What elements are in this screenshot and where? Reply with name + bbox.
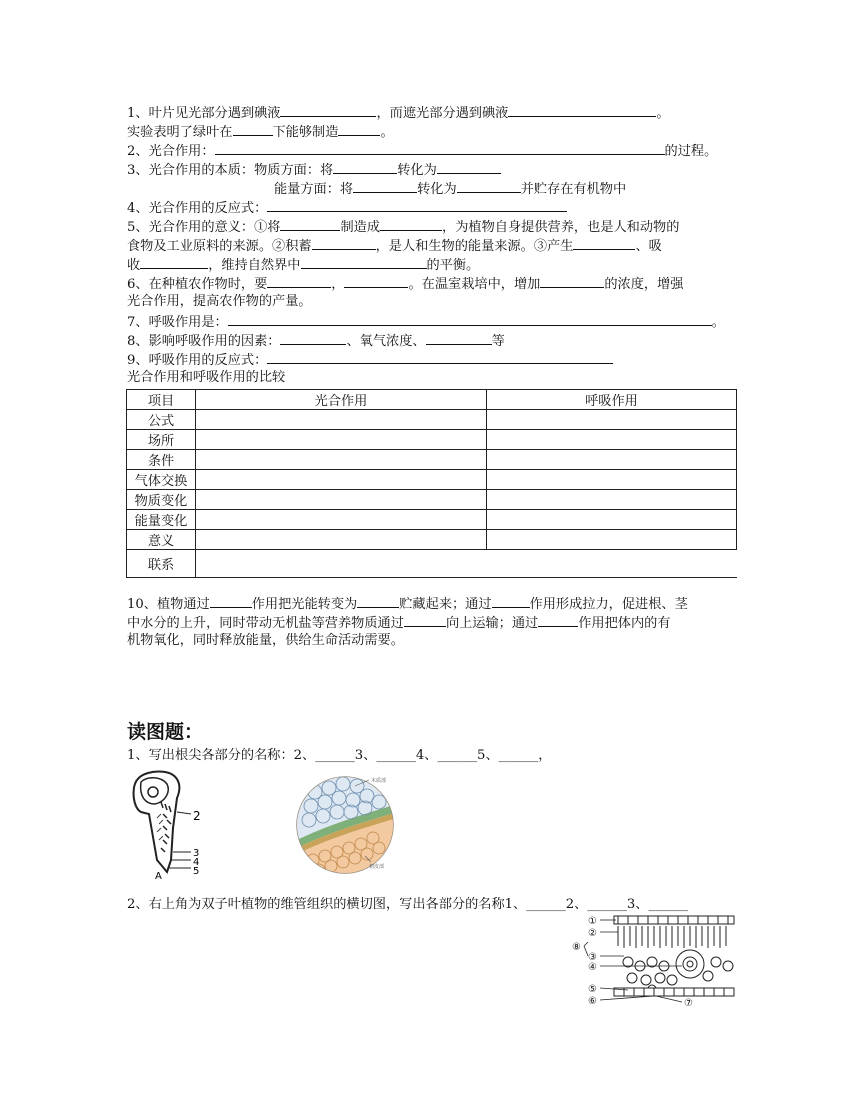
table-header-row <box>127 390 737 410</box>
answer-blank[interactable] <box>338 122 380 136</box>
leaf-label-6: ⑥ <box>588 996 597 1007</box>
leaf-label-4: ④ <box>588 962 597 973</box>
answer-cell[interactable] <box>196 510 487 530</box>
q5-text-g: 收 <box>127 258 141 273</box>
answer-blank[interactable] <box>210 594 252 608</box>
q1-text-f: 。 <box>380 125 394 140</box>
q5-text-i: 的平衡。 <box>426 258 480 273</box>
q5-text-c: ，为植物自身提供营养，也是人和动物的 <box>442 220 680 235</box>
answer-blank[interactable] <box>280 103 376 117</box>
q6-text-d: 的浓度，增强 <box>604 277 684 292</box>
q10-text-f: 向上运输；通过 <box>445 616 539 631</box>
q5-text-b: 制造成 <box>340 220 381 235</box>
answer-cell[interactable] <box>487 450 737 470</box>
q4-text: 4、光合作用的反应式： <box>127 201 268 216</box>
question-6-line-2 <box>127 293 312 311</box>
q1-text-d: 实验表明了绿叶在 <box>127 125 233 140</box>
q3-text-e: 并贮存在有机物中 <box>520 182 627 197</box>
row-label: 条件 <box>127 450 196 470</box>
answer-blank[interactable] <box>267 350 613 364</box>
header-photosynthesis: 光合作用 <box>196 390 487 410</box>
question-5-line-3 <box>127 255 479 275</box>
q10-text-c: 贮藏起来；通过 <box>399 597 492 612</box>
leaf-label-5: ⑤ <box>588 984 597 995</box>
reading-question-2: 2、右上角为双子叶植物的维管组织的横切图，写出各部分的名称1、______2、______3、______ <box>127 897 689 912</box>
question-4 <box>127 198 567 218</box>
header-item: 项目 <box>127 390 196 410</box>
answer-blank[interactable] <box>457 179 521 193</box>
q1-text-c: 。 <box>656 106 670 121</box>
reading-question-1: 1、写出根尖各部分的名称：2、______3、______4、______5、______， <box>127 748 552 763</box>
answer-blank[interactable] <box>215 141 665 155</box>
q3-text-c: 能量方面：将 <box>274 182 354 197</box>
answer-cell[interactable] <box>487 490 737 510</box>
table-row <box>127 430 737 450</box>
question-2 <box>127 141 717 161</box>
q1-text-e: 下能够制造 <box>272 125 339 140</box>
answer-blank[interactable] <box>508 103 656 117</box>
row-label: 物质变化 <box>127 490 196 510</box>
answer-cell[interactable] <box>196 470 487 490</box>
leaf-label-7: ⑦ <box>684 998 693 1009</box>
q6-text-a: 6、在种植农作物时，要 <box>127 277 268 292</box>
row-label: 意义 <box>127 530 196 550</box>
q3-text-d: 转化为 <box>417 182 457 197</box>
question-10-line-1 <box>127 594 688 614</box>
question-8 <box>127 331 505 351</box>
answer-blank[interactable] <box>267 274 331 288</box>
question-5-line-2 <box>127 236 662 256</box>
q6-text-c: 。在温室栽培中，增加 <box>408 277 541 292</box>
answer-cell[interactable] <box>487 530 737 550</box>
q6-text-b: ， <box>331 277 345 292</box>
answer-cell[interactable] <box>487 470 737 490</box>
root-label-4: 4 <box>193 857 200 868</box>
question-7 <box>127 312 725 332</box>
answer-cell[interactable] <box>196 550 737 578</box>
q8-text-a: 8、影响呼吸作用的因素： <box>127 334 281 349</box>
row-label: 能量变化 <box>127 510 196 530</box>
q10-text-h: 机物氧化，同时释放能量，供给生命活动需要。 <box>127 633 404 648</box>
answer-blank[interactable] <box>233 122 273 136</box>
answer-cell[interactable] <box>196 430 487 450</box>
root-label-3: 3 <box>193 848 200 859</box>
row-label: 公式 <box>127 410 196 430</box>
answer-blank[interactable] <box>538 613 578 627</box>
table-row <box>127 550 737 578</box>
answer-blank[interactable] <box>540 274 604 288</box>
answer-blank[interactable] <box>267 198 567 212</box>
leaf-label-3: ③ <box>588 952 597 963</box>
answer-blank[interactable] <box>312 236 376 250</box>
table-row <box>127 510 737 530</box>
answer-blank[interactable] <box>280 331 346 345</box>
question-10-line-2 <box>127 613 671 633</box>
answer-blank[interactable] <box>140 255 208 269</box>
answer-blank[interactable] <box>573 236 635 250</box>
table-row <box>127 530 737 550</box>
q2-text-a: 2、光合作用： <box>127 144 215 159</box>
question-6-line-1 <box>127 274 683 294</box>
root-label-a: A <box>155 871 162 880</box>
q5-text-d: 食物及工业原料的来源。②积蓄 <box>127 239 312 254</box>
q2-text-b: 的过程。 <box>664 144 718 159</box>
circle-label-xylem: 木质部 <box>371 778 387 784</box>
table-row <box>127 470 737 490</box>
vascular-circle-figure <box>293 772 405 878</box>
leaf-label-2: ② <box>588 928 597 939</box>
q7-text-a: 7、呼吸作用是： <box>127 315 228 330</box>
question-3-line-1 <box>127 160 501 180</box>
q10-text-a: 10、植物通过 <box>127 597 210 612</box>
table-row <box>127 450 737 470</box>
table-caption: 光合作用和呼吸作用的比较 <box>127 370 286 385</box>
q9-text: 9、呼吸作用的反应式： <box>127 353 268 368</box>
question-9 <box>127 350 613 370</box>
question-1-line-1 <box>127 103 670 123</box>
answer-blank[interactable] <box>380 217 442 231</box>
answer-cell[interactable] <box>487 430 737 450</box>
comparison-table <box>126 389 737 578</box>
answer-blank[interactable] <box>344 274 408 288</box>
answer-blank[interactable] <box>228 312 712 326</box>
q10-text-g: 作用把体内的有 <box>578 616 671 631</box>
answer-blank[interactable] <box>333 160 397 174</box>
leaf-cross-section-figure <box>568 912 738 1010</box>
answer-cell[interactable] <box>196 530 487 550</box>
root-label-5: 5 <box>193 866 200 877</box>
q8-text-b: 、氧气浓度、 <box>346 334 426 349</box>
answer-blank[interactable] <box>353 179 417 193</box>
q5-text-e: ，是人和生物的能量来源。③产生 <box>375 239 574 254</box>
root-label-2: 2 <box>193 809 201 823</box>
header-respiration: 呼吸作用 <box>487 390 737 410</box>
answer-blank[interactable] <box>492 594 530 608</box>
q5-text-h: ，维持自然界中 <box>208 258 301 273</box>
section-title: 读图题： <box>127 721 204 743</box>
answer-blank[interactable] <box>301 255 427 269</box>
row-label: 场所 <box>127 430 196 450</box>
q3-text-b: 转化为 <box>397 163 437 178</box>
q3-text-a: 3、光合作用的本质：物质方面：将 <box>127 163 334 178</box>
q10-text-d: 作用形成拉力，促进根、茎 <box>529 597 688 612</box>
answer-blank[interactable] <box>357 594 399 608</box>
answer-cell[interactable] <box>487 510 737 530</box>
q1-text-a: 1、叶片见光部分遇到碘液 <box>127 106 281 121</box>
answer-cell[interactable] <box>196 490 487 510</box>
q10-text-b: 作用把光能转变为 <box>251 597 358 612</box>
row-label: 联系 <box>127 550 196 578</box>
question-1-line-2 <box>127 122 394 142</box>
q8-text-c: 等 <box>491 334 505 349</box>
answer-cell[interactable] <box>196 410 487 430</box>
q5-text-f: 、吸 <box>635 239 662 254</box>
answer-blank[interactable] <box>437 160 501 174</box>
root-tip-figure <box>127 768 211 880</box>
table-row <box>127 410 737 430</box>
row-label: 气体交换 <box>127 470 196 490</box>
leaf-label-1: ① <box>588 916 597 927</box>
q6-text-e: 光合作用，提高农作物的产量。 <box>127 294 312 309</box>
question-3-line-2 <box>274 179 626 199</box>
leaf-label-8: ⑧ <box>572 942 581 953</box>
answer-cell[interactable] <box>196 450 487 470</box>
question-10-line-3 <box>127 632 404 650</box>
q10-text-e: 中水分的上升，同时带动无机盐等营养物质通过 <box>127 616 404 631</box>
answer-cell[interactable] <box>487 410 737 430</box>
circle-label-phloem: 韧皮部 <box>369 864 385 870</box>
q5-text-a: 5、光合作用的意义：①将 <box>127 220 281 235</box>
answer-blank[interactable] <box>426 331 492 345</box>
q7-text-b: 。 <box>711 315 725 330</box>
table-row <box>127 490 737 510</box>
question-5-line-1 <box>127 217 679 237</box>
answer-blank[interactable] <box>404 613 446 627</box>
q1-text-b: ，而遮光部分遇到碘液 <box>376 106 509 121</box>
answer-blank[interactable] <box>280 217 340 231</box>
